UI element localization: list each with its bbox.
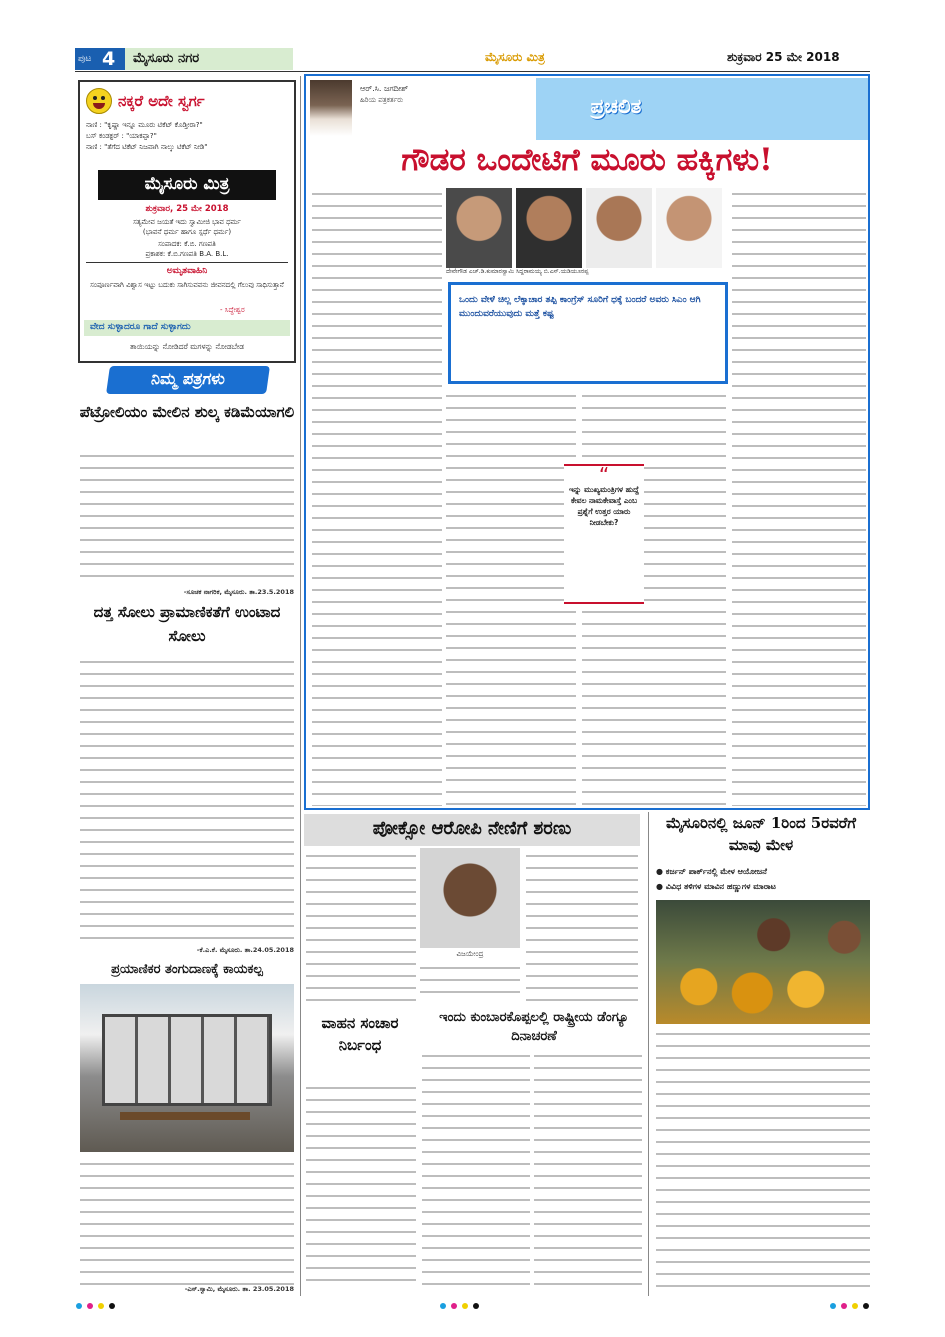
- column-rule-right: [648, 812, 649, 1296]
- dengue-title: ಇಂದು ಕುಂಬಾರಕೊಪ್ಪಲಲ್ಲಿ ರಾಷ್ಟ್ರೀಯ ಡೆಂಗ್ಯೂ ದಿನಾಚರಣೆ: [439, 1010, 629, 1044]
- box-publisher: ಪ್ರಕಾಶಕ: ಕೆ.ಬಿ.ಗಣಪತಿ B.A. B.L.: [145, 250, 229, 258]
- amrita-text: ಸಂಪೂರ್ಣವಾಗಿ ವಿಶ್ವಾಸ ಇಟ್ಟು ಬದುಕು ಸಾಗಿಸುವವನು ಜೀವನದಲ್ಲಿ ಗೆಲುವು ಸಾಧಿಸುತ್ತಾನೆ: [90, 281, 284, 289]
- header-date: ಶುಕ್ರವಾರ 25 ಮೇ 2018: [727, 50, 840, 64]
- letter2-title: ದತ್ತ ಸೋಲು ಪ್ರಾಮಾಣಿಕತೆಗೆ ಉಂಟಾದ ಸೋಲು: [93, 603, 281, 645]
- kicker-text: ಪ್ರಚಲಿತ: [590, 94, 642, 118]
- pocso-title-bar: [304, 814, 640, 846]
- letter3-sign: -ಎಸ್.ಸ್ವಾಮಿ, ಮೈಸೂರು. ತಾ. 23.05.2018: [184, 1285, 294, 1293]
- bullet-icon: ●: [656, 867, 666, 876]
- page-number: 4: [102, 48, 116, 70]
- registration-marks: [76, 1294, 156, 1302]
- mango-bullets: [656, 864, 870, 894]
- box-info-2: (ಭಾವನೆ ಧರ್ಮ ಹಾಗೂ ಸ್ಪರ್ಧೆ ಧರ್ಮ): [142, 228, 232, 236]
- masthead-logo-text: ಮೈಸೂರು ಮಿತ್ರ: [144, 174, 230, 194]
- laugh-icon: [86, 88, 112, 114]
- dengue-body-col2: [534, 1050, 642, 1286]
- main-body-col4: [732, 188, 866, 806]
- box-info-1: ಸತ್ಯಮೇವ ಜಯತೆ ಇದು ಸ್ವಾಮೀಜಿ ಭಾವ ಧರ್ಮ: [133, 218, 241, 226]
- leaders-photos: [446, 188, 726, 276]
- proverb-title: ವೇದ ಸುಳ್ಳಾದರೂ ಗಾದೆ ಸುಳ್ಳಾಗದು: [90, 322, 191, 332]
- dengue-body-col1: [422, 1050, 530, 1286]
- section-bar: [125, 48, 293, 70]
- proverb-bar: [84, 320, 290, 336]
- section-name: ಮೈಸೂರು ನಗರ: [133, 51, 200, 66]
- joke-line: ಬಸ್ ಕಂಡಕ್ಟರ್ : "ಯಾಕಪ್ಪಾ?": [86, 132, 157, 140]
- page-header: [75, 46, 870, 72]
- traffic-title: ವಾಹನ ಸಂಚಾರ ನಿರ್ಬಂಧ: [321, 1014, 399, 1054]
- letter3-title: ಪ್ರಯಾಣಿಕರ ತಂಗುದಾಣಕ್ಕೆ ಕಾಯಕಲ್ಪ: [111, 962, 263, 977]
- box-divider: [86, 262, 288, 263]
- main-article: [304, 74, 870, 810]
- mid-quote: “ ಇನ್ನು ಮುಖ್ಯಮಂತ್ರಿಗಳ ಹುದ್ದೆ ಕೇವಲ ನಾಮಕೇವಾಸ್ತೆ ಎಂಬ ಪ್ರಶ್ನೆಗೆ ಉತ್ತರ ಯಾರು ನೀಡಬೇಕು?: [564, 464, 644, 604]
- mango-title: ಮೈಸೂರಿನಲ್ಲಿ ಜೂನ್ 1ರಿಂದ 5ರವರೆಗೆ ಮಾವು ಮೇಳ: [665, 814, 857, 854]
- letter1-sign: -ಸೂಚಕ ನಾಗರಿಕ, ಮೈಸೂರು. ತಾ.23.5.2018: [183, 588, 294, 596]
- leader-photo: [516, 188, 582, 268]
- proverb-text: ತಾಯಿಯನ್ನು ನೋಡಿದರೆ ಮಗಳನ್ನು ನೋಡಬೇಡ: [129, 342, 245, 351]
- registration-marks: [830, 1294, 870, 1302]
- header-rule: [75, 71, 870, 72]
- masthead-small: ಮೈಸೂರು ಮಿತ್ರ: [485, 50, 545, 64]
- mango-bullet-text: ವಿವಿಧ ತಳಿಗಳ ಮಾವಿನ ಹಣ್ಣುಗಳ ಮಾರಾಟ: [665, 882, 776, 891]
- box-date: ಶುಕ್ರವಾರ, 25 ಮೇ 2018: [145, 204, 229, 214]
- joke-line: ನಾಣಿ : "ಕೃಷ್ಣಾ ಇನ್ನೂ ಮೂರು ಟಿಕೆಟ್ ಕೊಡ್ತೀರಾ?": [86, 121, 203, 129]
- letters-banner-text: ನಿಮ್ಮ ಪತ್ರಗಳು: [150, 369, 227, 388]
- pocso-body-col3: [526, 850, 638, 1002]
- masthead-logo: [98, 170, 276, 200]
- mango-bullet: [656, 879, 870, 894]
- letters-banner: [106, 366, 270, 394]
- leaders-caption: ದೇವೇಗೌಡ ಎಚ್.ಡಿ.ಕುಮಾರಸ್ವಾಮಿ ಸಿದ್ದರಾಮಯ್ಯ ಬಿ.ಎಸ್.ಯಡಿಯೂರಪ್ಪ: [446, 268, 589, 275]
- joke-title: ನಕ್ಕರೆ ಅದೇ ಸ್ವರ್ಗ: [118, 92, 205, 110]
- column-rule-left: [300, 76, 301, 1296]
- registration-marks: [440, 1294, 520, 1302]
- mango-photo: [656, 900, 870, 1024]
- letter2-body: [80, 656, 294, 946]
- box-editor: ಸಂಪಾದಕ: ಕೆ.ಬಿ. ಗಣಪತಿ: [158, 240, 216, 248]
- mango-body: [656, 1028, 870, 1290]
- author-role: ಹಿರಿಯ ಪತ್ರಕರ್ತರು: [360, 96, 404, 104]
- pocso-body-col1: [306, 850, 416, 1002]
- page-label: ಪುಟ: [78, 54, 92, 64]
- letter3-body: [80, 1158, 294, 1286]
- pocso-title: ಪೋಕ್ಸೋ ಆರೋಪಿ ನೇಣಿಗೆ ಶರಣು: [372, 818, 572, 839]
- main-body-col1: [312, 188, 442, 806]
- amrita-author: - ಸಿದ್ಧೇಶ್ವರ: [220, 306, 245, 314]
- amrita-title: ಅಮೃತವಾಹಿನಿ: [166, 266, 208, 276]
- mango-bullet: [656, 864, 870, 879]
- pocso-body-col2: [420, 962, 520, 1002]
- leader-photo: [586, 188, 652, 268]
- page-number-box: [75, 48, 125, 70]
- pocso-photo: [420, 848, 520, 948]
- main-headline: ಗೌಡರ ಒಂದೇಟಿಗೆ ಮೂರು ಹಕ್ಕಿಗಳು!: [401, 142, 773, 178]
- letter2-sign: -ಕೆ.ಎ.ಕೆ. ಮೈಸೂರು. ತಾ.24.05.2018: [196, 946, 294, 954]
- letter1-body: [80, 450, 294, 586]
- mango-bullet-text: ಕರ್ಜನ್ ಪಾರ್ಕ್‌ನಲ್ಲಿ ಮೇಳ ಆಯೋಜನೆ: [665, 867, 767, 876]
- pull-quote-box: [448, 282, 728, 384]
- bullet-icon: ●: [656, 882, 666, 891]
- mid-quote-text: ಇನ್ನು ಮುಖ್ಯಮಂತ್ರಿಗಳ ಹುದ್ದೆ ಕೇವಲ ನಾಮಕೇವಾಸ್ತೆ ಎಂಬ ಪ್ರಶ್ನೆಗೆ ಉತ್ತರ ಯಾರು ನೀಡಬೇಕು?: [569, 485, 639, 527]
- traffic-body: [306, 1082, 416, 1286]
- main-body-col2: [446, 390, 576, 806]
- author-photo: [310, 80, 352, 136]
- joke-line: ನಾಣಿ : "ತೆಗೆದ ಟಿಕೆಟ್ ನಿಜವಾಗಿ ನಾಲ್ಕು ಟಿಕೆಟ್ ನೀಡಿ": [86, 143, 208, 151]
- author-name: ಆರ್.ಸಿ. ಜಗದೀಶ್: [360, 84, 409, 93]
- bus-shelter-photo: [80, 984, 294, 1152]
- leader-photo: [656, 188, 722, 268]
- pull-quote-text: ಒಂದು ವೇಳೆ ಚಿಲ್ಲ ಲೆಕ್ಕಾಚಾರ ತಪ್ಪಿ ಕಾಂಗ್ರೆಸ್ ಸೂರಿಗೆ ಧಕ್ಕೆ ಬಂದರೆ ಅವರು ಸಿಎಂ ಆಗಿ ಮುಂದುವರೆಯುವುದು ಮತ್ತೆ ಕಷ್ಟ: [459, 295, 701, 319]
- pocso-photo-caption: ವಿಜಯೇಂದ್ರ: [456, 950, 484, 958]
- info-box: [78, 80, 296, 363]
- letter1-title: ಪೆಟ್ರೋಲಿಯಂ ಮೇಲಿನ ಶುಲ್ಕ ಕಡಿಮೆಯಾಗಲಿ: [79, 403, 295, 421]
- leader-photo: [446, 188, 512, 268]
- joke-text: [86, 120, 288, 153]
- kicker-bar: [536, 78, 868, 140]
